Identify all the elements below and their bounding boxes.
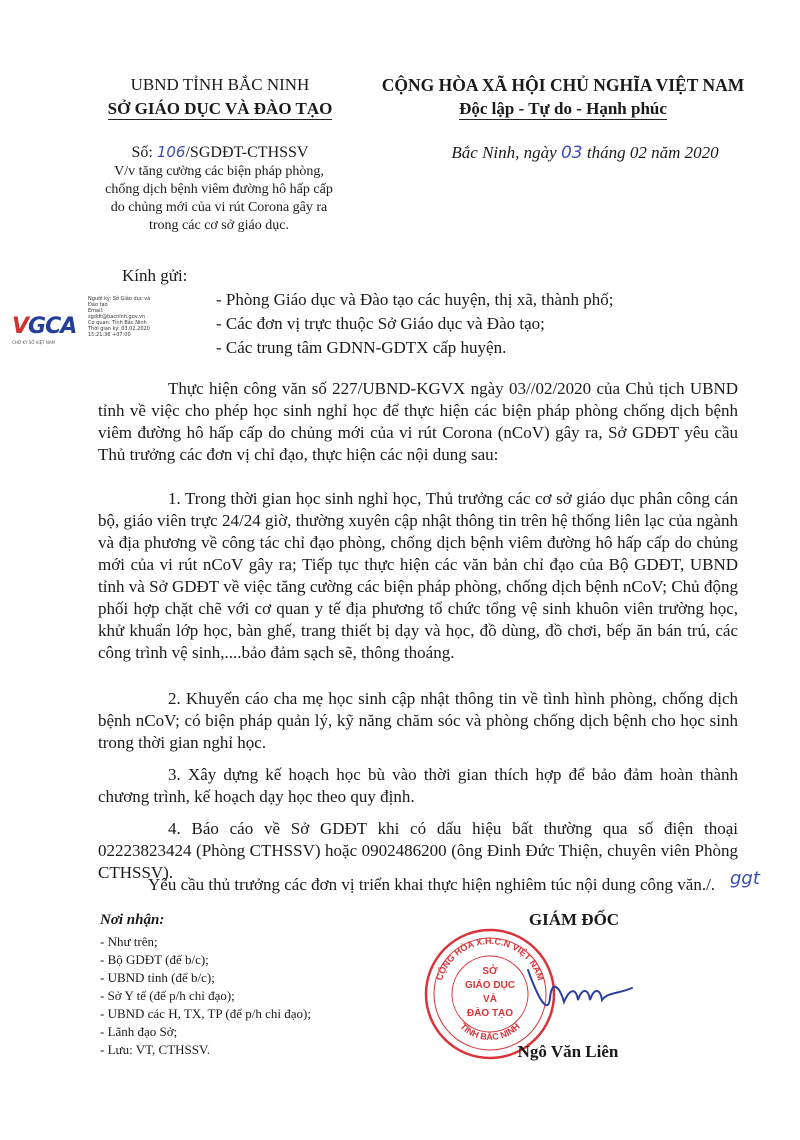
body-item-3: 3. Xây dựng kế hoạch học bù vào thời gian thích hợp để bảo đảm hoàn thành chương trình, kế hoạch dạy học theo quy định. xyxy=(98,765,738,806)
date-prefix: Bắc Ninh, ngày xyxy=(451,143,557,162)
vgca-logo xyxy=(12,314,76,339)
stamp-center-text: VÀ xyxy=(483,994,497,1005)
signature-meta-line: Đào tạo xyxy=(88,302,108,308)
nation-motto-text: Độc lập - Tự do - Hạnh phúc xyxy=(459,99,667,118)
subject-line: do chủng mới của vi rút Corona gây ra xyxy=(110,200,328,215)
body-item-2: 2. Khuyến cáo cha mẹ học sinh cập nhật thông tin về tình hình phòng, chống dịch bệnh nCoV; có biện pháp quản lý, kỹ năng chăm sóc và phòng chống dịch bệnh cho học sinh trong thời gian nghỉ học. xyxy=(98,689,738,752)
vgca-logo-text: GCA xyxy=(28,314,77,339)
subject-line: chống dịch bệnh viêm đường hô hấp cấp xyxy=(105,182,333,197)
document-number-value: 106 xyxy=(156,143,186,161)
recipient-item: - Các trung tâm GDNN-GDTX cấp huyện. xyxy=(216,338,507,357)
nation-title: CỘNG HÒA XÃ HỘI CHỦ NGHĨA VIỆT NAM xyxy=(381,75,745,95)
document-subject xyxy=(88,163,350,235)
date-line xyxy=(410,143,760,163)
org-name: UBND TỈNH BẮC NINH xyxy=(130,75,310,94)
digital-signature-info xyxy=(88,296,178,338)
date-suffix: tháng 02 năm 2020 xyxy=(586,143,719,162)
stamp-center-text: GIÁO DỤC xyxy=(465,980,515,991)
nation-motto xyxy=(368,99,758,119)
noi-nhan-item: - UBND các H, TX, TP (để p/h chỉ đạo); xyxy=(100,1006,311,1021)
subject-line: V/v tăng cường các biện pháp phòng, xyxy=(114,164,324,179)
noi-nhan-item: - Lưu: VT, CTHSSV. xyxy=(100,1042,210,1057)
noi-nhan-item: - Sở Y tế (để p/h chỉ đạo); xyxy=(100,988,235,1003)
signature-meta-line: Email: xyxy=(88,308,104,314)
department-name xyxy=(100,99,340,119)
body-item-1: 1. Trong thời gian học sinh nghỉ học, Thủ trưởng các cơ sở giáo dục phân công cán bộ, giáo viên trực 24/24 giờ, thường xuyên cập nhật thông tin trên hệ thống liên lạc của ngành và địa phương về công tác chỉ đạo phòng, chống dịch bệnh viêm đường hô hấp cấp do chủng mới của vi rút nCoV gây ra; Tiếp tục thực hiện các văn bản chỉ đạo của Bộ GDĐT, UBND tỉnh và Sở GDĐT về việc tăng cường các biện pháp phòng, chống dịch bệnh nCoV; Chủ động phối hợp chặt chẽ với cơ quan y tế địa phương tổ chức tổng vệ sinh khuôn viên trường học, khử khuẩn lớp học, bàn ghế, trang thiết bị dạy và học, đồ dùng, đồ chơi, bếp ăn bán trú, các công trình vệ sinh,....bảo đảm sạch sẽ, thông thoáng. xyxy=(98,489,738,662)
noi-nhan-item: - Lãnh đạo Sở; xyxy=(100,1024,178,1039)
document-number-suffix: /SGDĐT-CTHSSV xyxy=(185,144,309,161)
signature-meta-line: Cơ quan: Tỉnh Bắc Ninh xyxy=(88,320,147,326)
stamp-ring-text: CỘNG HÒA X.H.C.N VIỆT NAM xyxy=(434,935,546,982)
stamp-center-text: ĐÀO TẠO xyxy=(466,1008,514,1019)
noi-nhan-item: - UBND tỉnh (để b/c); xyxy=(100,970,215,985)
body-item-4: 4. Báo cáo về Sở GDĐT khi có dấu hiệu bất thường qua số điện thoại 02223823424 (Phòng CTHSSV) hoặc 0902486200 (ông Đinh Đức Thiện, chuyên viên Phòng CTHSSV). xyxy=(98,819,738,882)
document-number-label: Số: xyxy=(131,144,153,161)
signer-name: Ngô Văn Liên xyxy=(517,1042,619,1061)
recipient-item: - Các đơn vị trực thuộc Sở Giáo dục và Đào tạo; xyxy=(216,314,545,333)
vgca-logo-subtitle: CHỮ KÝ SỐ VIỆT NAM xyxy=(12,340,55,345)
subject-line: trong các cơ sở giáo dục. xyxy=(149,218,289,233)
handwritten-signature xyxy=(520,958,640,1028)
noi-nhan-item: - Bộ GDĐT (để b/c); xyxy=(100,952,209,967)
signature-meta-line: 15:21:36 +07:00 xyxy=(88,332,131,338)
date-day: 03 xyxy=(560,143,583,163)
body-intro: Thực hiện công văn số 227/UBND-KGVX ngày 03//02/2020 của Chủ tịch UBND tỉnh về việc cho phép học sinh nghỉ học để thực hiện các biện pháp phòng chống dịch bệnh viêm đường hô hấp cấp do chủng mới của vi rút Corona (nCoV) gây ra, Sở GDĐT yêu cầu Thủ trưởng các đơn vị chỉ đạo, thực hiện các nội dung sau: xyxy=(98,379,738,464)
signature-meta-line: sgddt@bacninh.gov.vn xyxy=(88,314,146,320)
stamp-center-text: SỞ xyxy=(482,966,498,977)
signature-stroke xyxy=(528,970,632,1005)
document-number xyxy=(100,143,340,162)
noi-nhan-label: Nơi nhận: xyxy=(100,912,165,928)
signature-meta-line: Người ký: Sở Giáo dục và xyxy=(88,296,151,302)
noi-nhan-item: - Như trên; xyxy=(100,934,158,949)
recipient-item: - Phòng Giáo dục và Đào tạo các huyện, thị xã, thành phố; xyxy=(216,290,614,309)
recipients-label: Kính gửi: xyxy=(122,266,188,285)
signature-meta-line: Thời gian ký: 03.02.2020 xyxy=(88,326,150,332)
handwritten-initials: ggt xyxy=(730,868,760,889)
vgca-logo-mark: V xyxy=(12,314,29,339)
body-closing: Yêu cầu thủ trưởng các đơn vị triển khai thực hiện nghiêm túc nội dung công văn./. xyxy=(148,875,716,894)
signer-title: GIÁM ĐỐC xyxy=(528,910,620,929)
stamp-bottom-text: TỈNH BẮC NINH xyxy=(458,1021,522,1043)
department-name-text: SỞ GIÁO DỤC VÀ ĐÀO TẠO xyxy=(107,99,333,118)
